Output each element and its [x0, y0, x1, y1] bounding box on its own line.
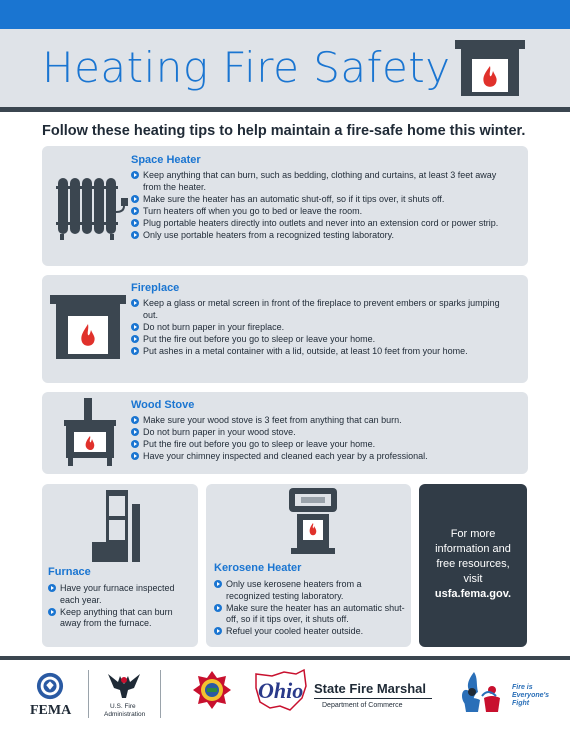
bullet-arrow-icon — [214, 604, 222, 612]
list-item: Turn heaters off when you go to bed or leave the room. — [131, 206, 516, 218]
bullet-arrow-icon — [131, 428, 139, 436]
furnace-tips — [48, 583, 192, 630]
bullet-arrow-icon — [131, 323, 139, 331]
fireplace-tips — [131, 298, 516, 358]
intro-text: Follow these heating tips to help maintain a fire-safe home this winter. — [42, 123, 526, 139]
bullet-arrow-icon — [214, 627, 222, 635]
list-item: Make sure the heater has an automatic shut-off, so if it tips over, it shuts off. — [131, 194, 516, 206]
bullet-arrow-icon — [131, 171, 139, 179]
fire-everyone-line1: Fire is — [512, 684, 533, 691]
list-item: Make sure your wood stove is 3 feet from anything that can burn. — [131, 415, 516, 427]
fireplace-heading: Fireplace — [131, 282, 180, 294]
space-heater-card — [42, 146, 528, 266]
top-color-bar — [0, 0, 570, 29]
list-item: Only use kerosene heaters from a recognized testing laboratory. — [214, 579, 406, 602]
fire-everyone-line3: Fight — [512, 700, 530, 707]
bullet-arrow-icon — [48, 584, 56, 592]
fema-seal-icon — [36, 672, 64, 700]
list-item: Plug portable heaters directly into outlets and never into an extension cord or power strip. — [131, 218, 516, 230]
list-item: Do not burn paper in your wood stove. — [131, 427, 516, 439]
fema-logo: FEMA — [30, 703, 72, 718]
footer-separator — [88, 670, 89, 718]
fireplace-icon — [50, 295, 126, 359]
info-text: For more information and free resources, visit — [435, 528, 511, 585]
radiator-icon — [54, 172, 130, 242]
list-item: Have your furnace inspected each year. — [48, 583, 192, 606]
info-box — [419, 484, 527, 647]
list-item: Keep anything that can burn, such as bedding, clothing and curtains, at least 3 feet away from the heater. — [131, 170, 516, 193]
list-item: Have your chimney inspected and cleaned each year by a professional. — [131, 451, 516, 463]
list-item: Put the fire out before you go to sleep or leave your home. — [131, 334, 516, 346]
wood-stove-icon — [60, 398, 120, 468]
bullet-arrow-icon — [48, 608, 56, 616]
usfa-eagle-icon — [106, 670, 142, 700]
list-item: Keep anything that can burn away from the furnace. — [48, 607, 192, 630]
header-divider — [0, 107, 570, 112]
bullet-arrow-icon — [131, 219, 139, 227]
bullet-arrow-icon — [131, 299, 139, 307]
fire-everyone-line2: Everyone's — [512, 692, 550, 699]
bullet-arrow-icon — [131, 452, 139, 460]
space-heater-tips — [131, 170, 516, 242]
bullet-arrow-icon — [131, 347, 139, 355]
fire-is-everyones-fight-icon — [458, 670, 512, 714]
furnace-heading: Furnace — [48, 566, 91, 578]
fire-department-badge-icon — [192, 670, 232, 710]
kerosene-heater-icon — [283, 488, 343, 556]
usfa-line2: Administration — [104, 711, 146, 718]
bullet-arrow-icon — [131, 231, 139, 239]
state-fire-marshal-rule — [314, 698, 432, 699]
list-item: Put the fire out before you go to sleep or leave your home. — [131, 439, 516, 451]
bullet-arrow-icon — [131, 440, 139, 448]
footer-separator — [160, 670, 161, 718]
bullet-arrow-icon — [131, 335, 139, 343]
bullet-arrow-icon — [131, 195, 139, 203]
wood-stove-tips — [131, 415, 516, 463]
kerosene-heater-heading: Kerosene Heater — [214, 562, 302, 574]
page-title: Heating Fire Safety — [42, 43, 451, 92]
kerosene-heater-tips — [214, 579, 406, 638]
list-item: Put ashes in a metal container with a lid, outside, at least 10 feet from your home. — [131, 346, 516, 358]
list-item: Refuel your cooled heater outside. — [214, 626, 406, 638]
list-item: Do not burn paper in your fireplace. — [131, 322, 516, 334]
wood-stove-card — [42, 392, 528, 474]
space-heater-heading: Space Heater — [131, 154, 201, 166]
usfa-line1: U.S. Fire — [110, 703, 136, 710]
furnace-card — [42, 484, 198, 647]
bullet-arrow-icon — [214, 580, 222, 588]
list-item: Make sure the heater has an automatic shut-off, so if it tips over, it shuts off. — [214, 603, 406, 626]
wood-stove-heading: Wood Stove — [131, 399, 195, 411]
info-link[interactable]: usfa.fema.gov. — [434, 588, 512, 600]
bullet-arrow-icon — [131, 207, 139, 215]
ohio-logo-text: Ohio — [258, 678, 304, 703]
furnace-icon — [90, 490, 150, 562]
department-of-commerce: Department of Commerce — [322, 702, 403, 709]
list-item: Keep a glass or metal screen in front of the fireplace to prevent embers or sparks jumping out. — [131, 298, 516, 321]
fireplace-icon — [455, 40, 525, 96]
list-item: Only use portable heaters from a recognized testing laboratory. — [131, 230, 516, 242]
bullet-arrow-icon — [131, 416, 139, 424]
kerosene-heater-card — [206, 484, 411, 647]
state-fire-marshal-title: State Fire Marshal — [314, 681, 426, 696]
fireplace-card — [42, 275, 528, 383]
